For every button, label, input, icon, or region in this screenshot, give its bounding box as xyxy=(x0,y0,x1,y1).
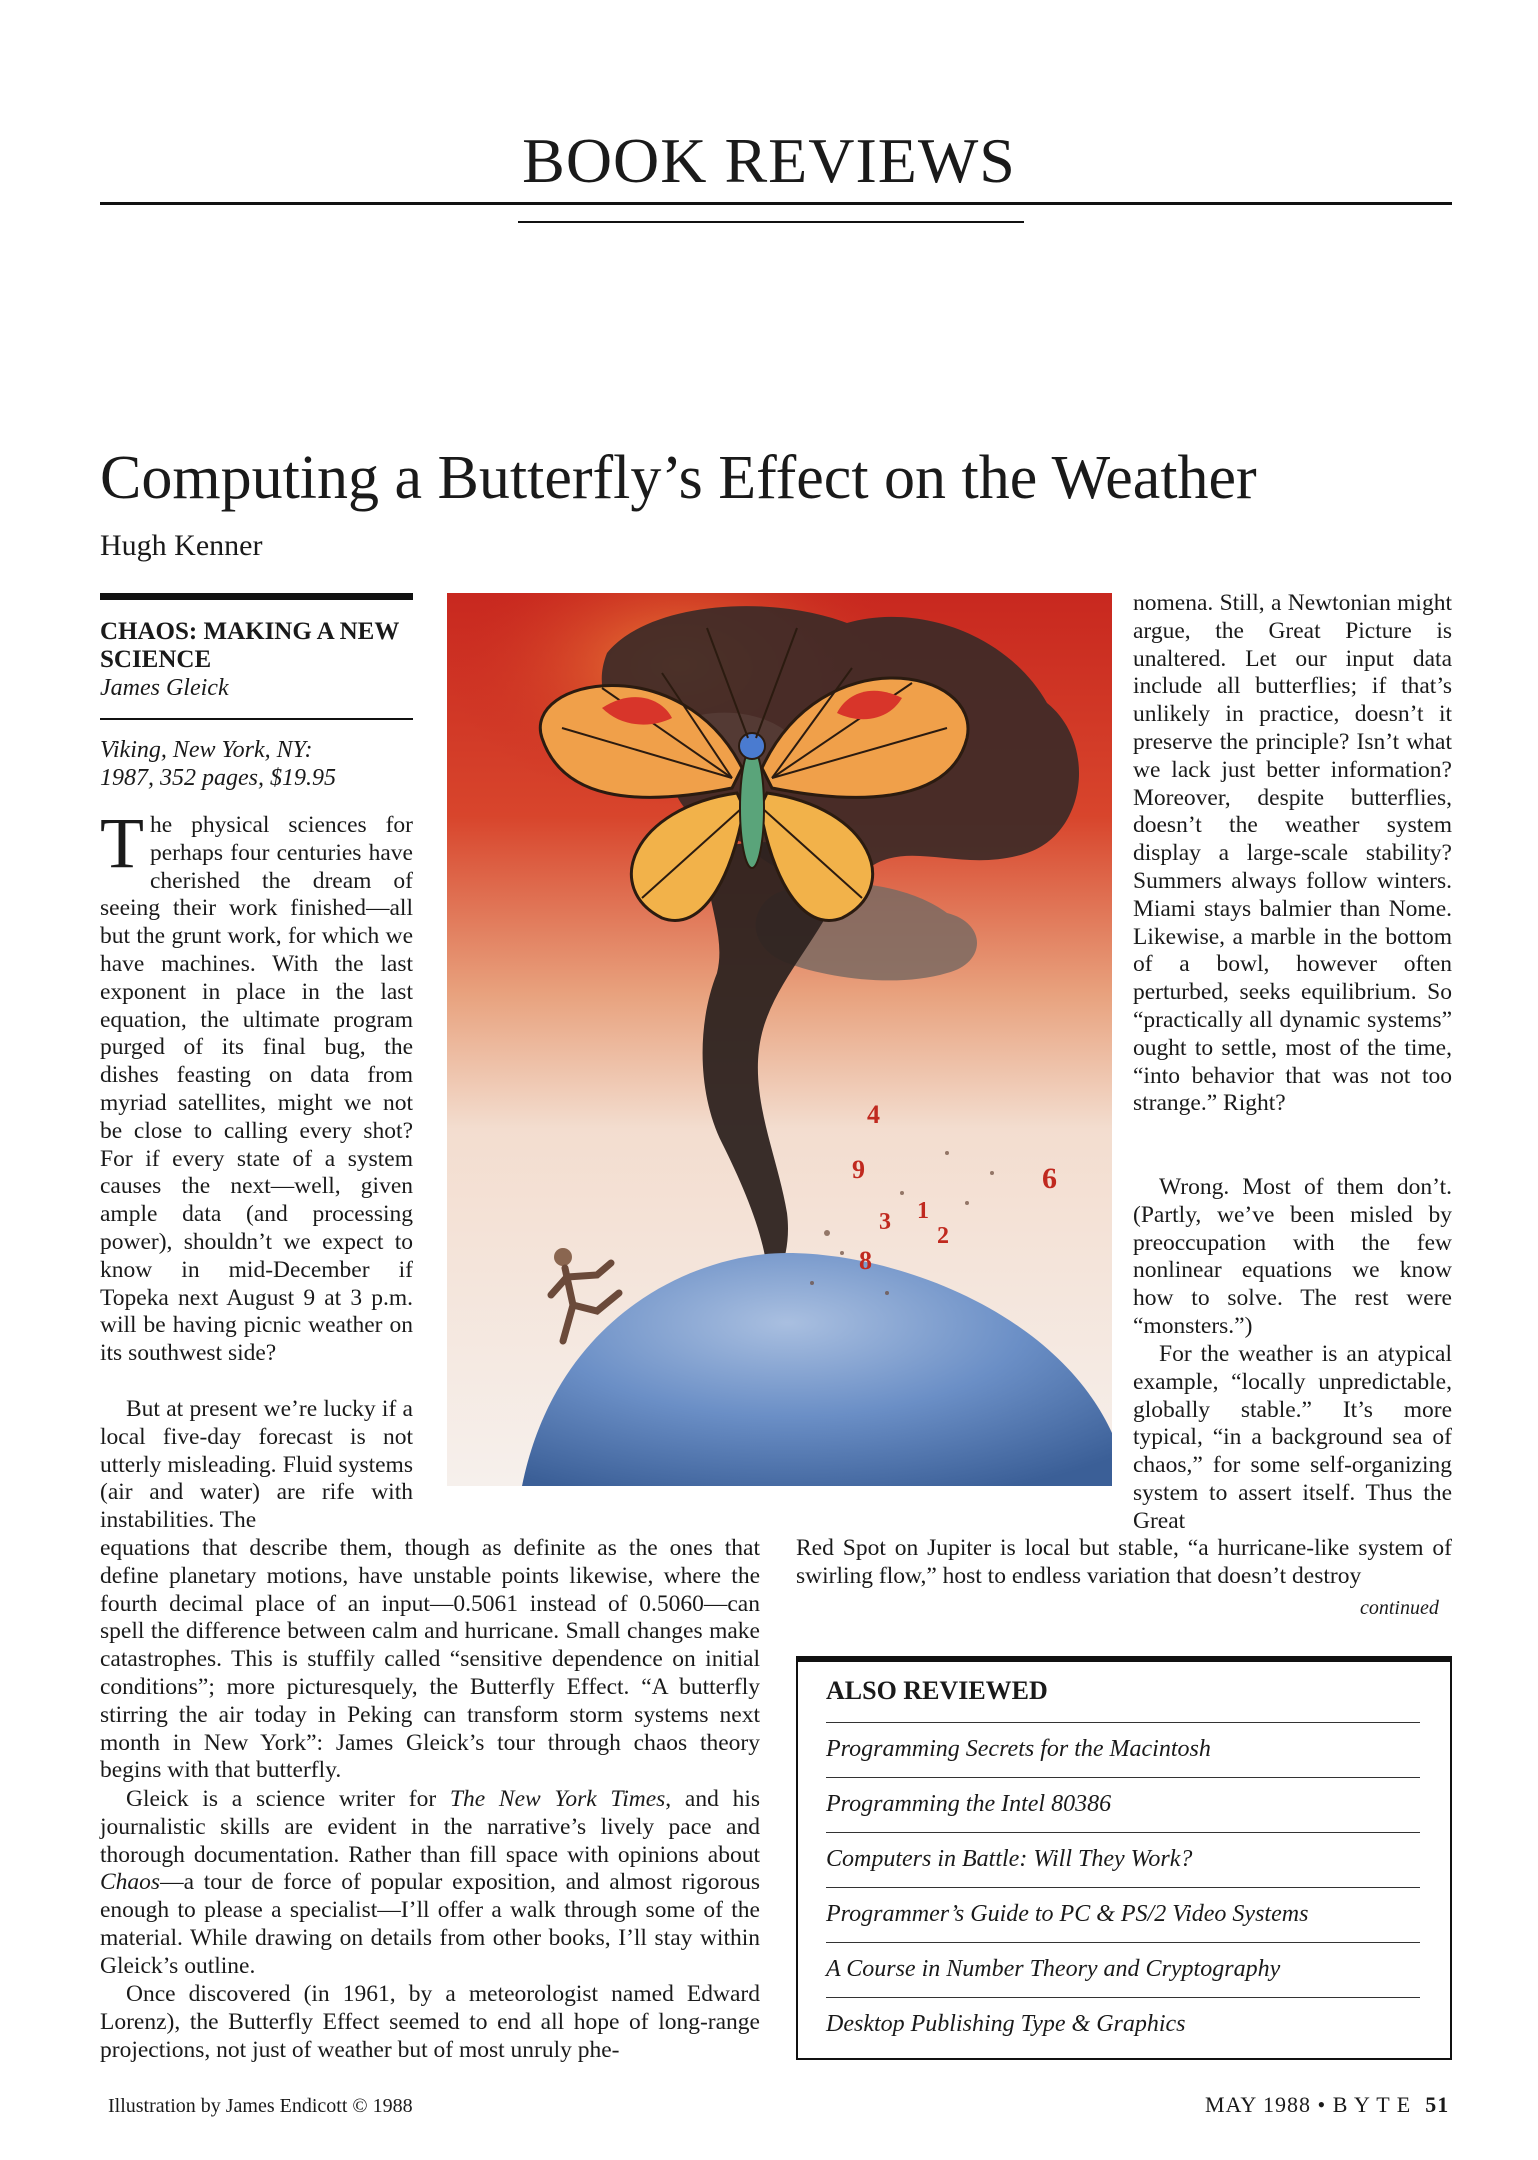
also-reviewed-item: Programmer’s Guide to PC & PS/2 Video Systems xyxy=(826,1901,1309,1927)
body-paragraph-5: Wrong. Most of them don’t. (Partly, we’ve been misled by preoccupation with the few nonlinear equations we know how to solve. The rest were “monsters.”) xyxy=(1133,1174,1452,1339)
book-author: James Gleick xyxy=(100,675,229,701)
book-publisher: Viking, New York, NY: xyxy=(100,737,313,763)
header-rule-thick xyxy=(100,202,1452,205)
scattered-number: 2 xyxy=(937,1223,949,1249)
body-paragraph-6: For the weather is an atypical example, “locally unpredictable, globally stable.” It’s more typical, “in a background sea of chaos,” for some self-organizing system to assert itself. Thus the Great xyxy=(1133,1341,1452,1534)
also-reviewed-divider xyxy=(826,1777,1420,1778)
scattered-number: 9 xyxy=(852,1155,865,1184)
book-publication xyxy=(100,736,420,792)
book-info-rule-top xyxy=(100,593,413,600)
body-paragraph-4: Once discovered (in 1961, by a meteorologist named Edward Lorenz), the Butterfly Effect seemed to end all hope of long-range projections, not just of weather but of most unruly phe- xyxy=(100,1981,760,2063)
butterfly-illustration xyxy=(447,593,1112,1486)
section-title: BOOK REVIEWS xyxy=(522,125,1016,196)
scattered-number: 3 xyxy=(879,1209,891,1235)
illustration-credit: Illustration by James Endicott © 1988 xyxy=(108,2095,413,2117)
book-info-rule-bottom xyxy=(100,718,413,720)
scattered-number: 8 xyxy=(859,1246,872,1275)
book-details: 1987, 352 pages, $19.95 xyxy=(100,765,336,791)
also-reviewed-item: A Course in Number Theory and Cryptography xyxy=(826,1956,1281,1982)
body-paragraph-1: The physical sciences for perhaps four centuries have cherished the dream of seeing their work finished—all but the grunt work, for which we have machines. With the last exponent in place in the last equation, the ultimate program purged of its final bug, the dishes feasting on data from myriad satellites, might we not be close to calling every shot? For if every state of a system causes the next—well, given ample data (and processing power), shouldn’t we expect to know in mid-December if Topeka next August 9 at 3 p.m. will be having picnic weather on its southwest side? xyxy=(100,803,413,1367)
body-paragraph-3: Gleick is a science writer for The New York Times, and his journalistic skills are evident in the narrative’s lively pace and thorough documentation. Rather than fill space with opinions about Chaos—a tour de force of popular exposition, and almost rigorous enough to please a specialist—I’ll offer a walk through some of the material. While drawing on details from other books, I’ll stay within Gleick’s outline. xyxy=(100,1786,761,1979)
also-reviewed-divider xyxy=(826,1832,1420,1833)
also-reviewed-title: ALSO REVIEWED xyxy=(826,1676,1048,1705)
body-paragraph-2-continued: equations that describe them, though as definite as the ones that define planetary motions, have unstable points likewise, where the fourth decimal place of an input—0.5061 instead of 0.5060—can spell the difference between calm and hurricane. Small changes make catastrophes. This is stuffily called “sensitive dependence on initial conditions”; more picturesquely, the Butterfly Effect. “A butterfly stirring the air today in Peking can transform storm systems next month in New York”: James Gleick’s tour through chaos theory begins with that butterfly. xyxy=(100,1535,760,1784)
also-reviewed-divider xyxy=(826,1997,1420,1998)
book-title: CHAOS: MAKING A NEW SCIENCE xyxy=(100,618,399,673)
also-reviewed-divider xyxy=(826,1942,1420,1943)
also-reviewed-item: Programming the Intel 80386 xyxy=(826,1791,1112,1817)
page-number: 51 xyxy=(1425,2092,1450,2117)
body-paragraph-6-continued: Red Spot on Jupiter is local but stable, “a hurricane-like system of swirling flow,” host to endless variation that doesn’t destroy xyxy=(796,1535,1452,1589)
scattered-number: 6 xyxy=(1042,1162,1057,1195)
body-paragraph-4-continued: nomena. Still, a Newtonian might argue, the Great Picture is unaltered. Let our input data include all butterflies; if that’s unlikely in practice, doesn’t it preserve the principle? Isn’t what we lack just better information? Moreover, despite butterflies, doesn’t the weather system display a large-scale stability? Summers always follow winters. Miami stays balmier than Nome. Likewise, a marble in the bottom of a bowl, however often perturbed, seeks equilibrium. So “practically all dynamic systems” ought to settle, most of the time, “into behavior that was not too strange.” Right? xyxy=(1133,590,1452,1117)
also-reviewed-divider xyxy=(826,1887,1420,1888)
article-headline: Computing a Butterfly’s Effect on the Weather xyxy=(100,444,1257,512)
header-rule-thin xyxy=(518,221,1024,223)
also-reviewed-item: Desktop Publishing Type & Graphics xyxy=(826,2011,1186,2037)
also-reviewed-divider xyxy=(826,1722,1420,1723)
body-paragraph-2: But at present we’re lucky if a local five-day forecast is not utterly misleading. Fluid systems (air and water) are rife with instabilities. The xyxy=(100,1396,413,1534)
article-byline: Hugh Kenner xyxy=(100,529,263,562)
also-reviewed-item: Programming Secrets for the Macintosh xyxy=(826,1736,1211,1762)
scattered-number: 4 xyxy=(867,1100,880,1129)
continued-label: continued xyxy=(1360,1597,1439,1619)
scattered-number: 1 xyxy=(917,1198,929,1224)
also-reviewed-item: Computers in Battle: Will They Work? xyxy=(826,1846,1193,1872)
page-folio xyxy=(1205,2092,1449,2118)
drop-cap: T xyxy=(100,803,144,883)
issue-label: MAY 1988 • B Y T E xyxy=(1205,2092,1412,2117)
